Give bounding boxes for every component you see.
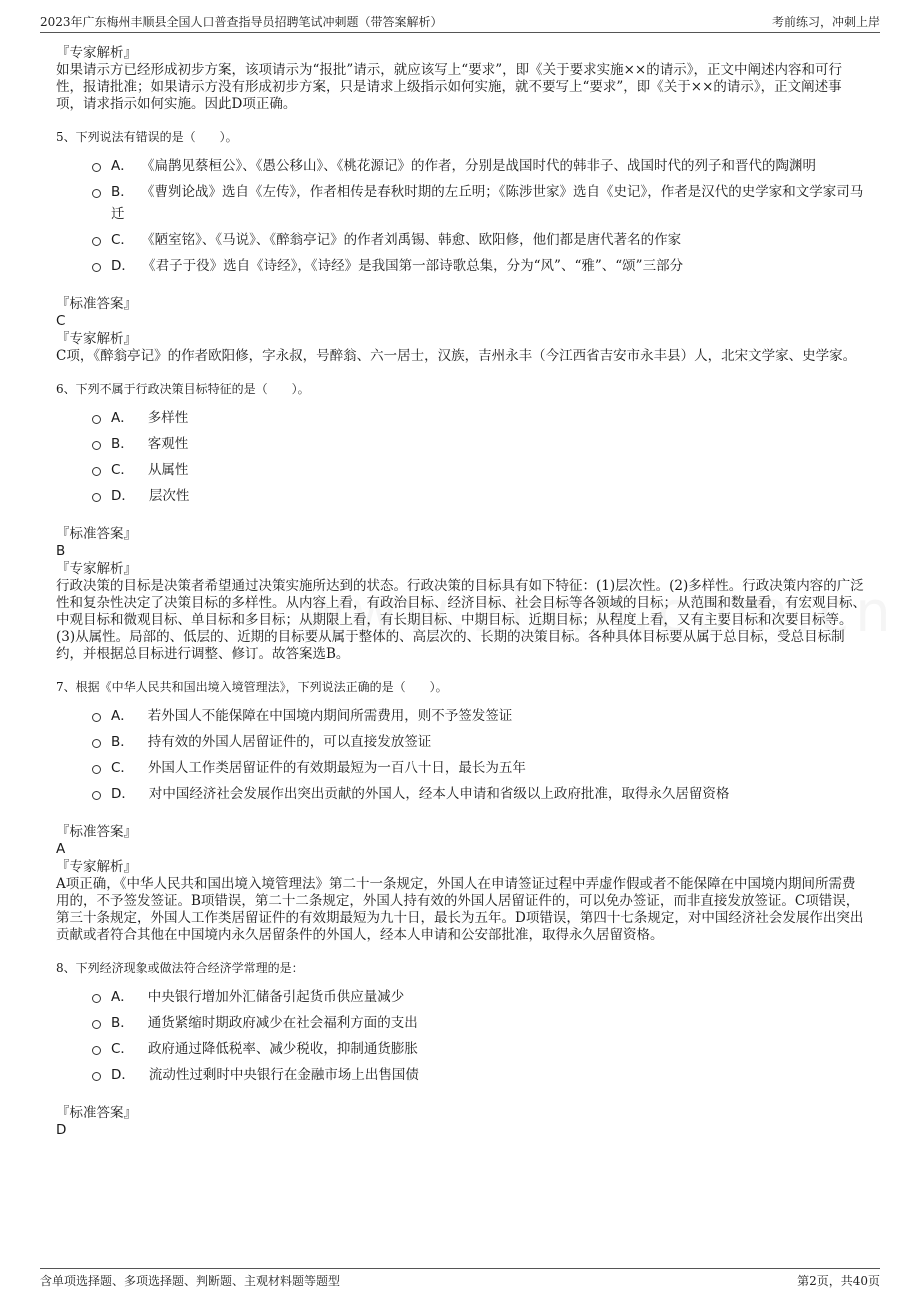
option-letter: B． xyxy=(111,1015,134,1031)
option-letter: D． xyxy=(111,786,135,802)
option-a[interactable] xyxy=(92,407,868,429)
question-block xyxy=(56,679,868,944)
options-list xyxy=(92,705,868,805)
option-letter: B． xyxy=(111,734,134,750)
option-text: 持有效的外国人居留证件的，可以直接发放签证 xyxy=(147,734,432,750)
option-c[interactable] xyxy=(92,1038,868,1060)
option-c[interactable] xyxy=(92,757,868,779)
option-letter: A． xyxy=(111,410,134,426)
option-text: 客观性 xyxy=(147,436,189,452)
expert-analysis-label: 『专家解析』 xyxy=(56,331,137,347)
radio-icon[interactable] xyxy=(92,1020,101,1029)
option-text: 外国人工作类居留证件的有效期最短为一百八十日，最长为五年 xyxy=(147,760,526,776)
radio-icon[interactable] xyxy=(92,415,101,424)
answer-value: B xyxy=(56,543,66,559)
option-letter: D． xyxy=(111,488,135,504)
option-text: 多样性 xyxy=(147,410,189,426)
analysis-text: 如果请示方已经形成初步方案，该项请示为“报批”请示，就应该写上“要求”，即《关于要求实施××的请示》，正文中阐述内容和可行性，报请批准；如果请示方没有形成初步方案，只是请求上级指示如何实施，就不要写上“要求”，即《关于××的请示》，正文阐述事项，请求指示如何实施。因此D项正确。 xyxy=(56,62,842,112)
page-content xyxy=(56,44,868,1139)
option-a[interactable] xyxy=(92,705,868,727)
option-text: 政府通过降低税率、减少税收，抑制通货膨胀 xyxy=(147,1041,418,1057)
option-text: 通货紧缩时期政府减少在社会福利方面的支出 xyxy=(147,1015,418,1031)
answer-value: C xyxy=(56,313,66,329)
option-letter: B． xyxy=(111,184,134,200)
option-text: 《陋室铭》、《马说》、《醉翁亭记》的作者刘禹锡、韩愈、欧阳修，他们都是唐代著名的作家 xyxy=(147,232,682,248)
page-number: 第2页，共40页 xyxy=(797,1273,880,1288)
option-d[interactable] xyxy=(92,783,868,805)
standard-answer-label: 『标准答案』 xyxy=(56,296,137,312)
radio-icon[interactable] xyxy=(92,493,101,502)
question-stem: 6、下列不属于行政决策目标特征的是（ ）。 xyxy=(56,382,310,396)
option-text: 对中国经济社会发展作出突出贡献的外国人，经本人申请和省级以上政府批准，取得永久居留资格 xyxy=(148,786,730,802)
radio-icon[interactable] xyxy=(92,1072,101,1081)
option-text: 《扁鹊见蔡桓公》、《愚公移山》、《桃花源记》的作者，分别是战国时代的韩非子、战国时代的列子和晋代的陶渊明 xyxy=(147,158,816,174)
option-letter: D． xyxy=(111,258,135,274)
option-letter: C． xyxy=(111,760,134,776)
option-letter: C． xyxy=(111,1041,134,1057)
radio-icon[interactable] xyxy=(92,163,101,172)
question-block xyxy=(56,381,868,663)
option-text: 层次性 xyxy=(148,488,190,504)
page-footer xyxy=(40,1268,880,1291)
option-a[interactable] xyxy=(92,986,868,1008)
option-text: 流动性过剩时中央银行在金融市场上出售国债 xyxy=(148,1067,419,1083)
question-types-note: 含单项选择题、多项选择题、判断题、主观材料题等题型 xyxy=(40,1273,341,1288)
option-text: 《君子于役》选自《诗经》，《诗经》是我国第一部诗歌总集，分为“风”、“雅”、“颂”三部分 xyxy=(148,258,684,274)
option-letter: B． xyxy=(111,436,134,452)
option-d[interactable] xyxy=(92,485,868,507)
answer-value: D xyxy=(56,1122,67,1138)
option-b[interactable] xyxy=(92,181,868,225)
radio-icon[interactable] xyxy=(92,263,101,272)
radio-icon[interactable] xyxy=(92,237,101,246)
options-list xyxy=(92,155,868,277)
question-block xyxy=(56,960,868,1139)
radio-icon[interactable] xyxy=(92,994,101,1003)
option-letter: A． xyxy=(111,158,134,174)
radio-icon[interactable] xyxy=(92,1046,101,1055)
question-stem: 8、下列经济现象或做法符合经济学常理的是： xyxy=(56,961,304,975)
option-letter: D． xyxy=(111,1067,135,1083)
expert-analysis-label: 『专家解析』 xyxy=(56,561,137,577)
expert-analysis-label: 『专家解析』 xyxy=(56,859,137,875)
option-c[interactable] xyxy=(92,229,868,251)
answer-value: A xyxy=(56,841,66,857)
expert-analysis-label: 『专家解析』 xyxy=(56,45,137,61)
standard-answer-label: 『标准答案』 xyxy=(56,526,137,542)
standard-answer-label: 『标准答案』 xyxy=(56,824,137,840)
option-b[interactable] xyxy=(92,731,868,753)
header-slogan: 考前练习，冲刺上岸 xyxy=(771,14,880,29)
analysis-text: 行政决策的目标是决策者希望通过决策实施所达到的状态。行政决策的目标具有如下特征：(1)层次性。(2)多样性。行政决策内容的广泛性和复杂性决定了决策目标的多样性。从内容上看，有政治目标、经济目标、社会目标等各领域的目标；从范围和数量看，有宏观目标、中观目标和微观目标、单目标和多目标；从期限上看，有长期目标、中期目标、近期目标；从程度上看，又有主要目标和次要目标等。(3)从属性。局部的、低层的、近期的目标要从属于整体的、高层次的、长期的决策目标。各种具体目标要从属于总目标，受总目标制约，并根据总目标进行调整、修订。故答案选B。 xyxy=(56,578,866,662)
radio-icon[interactable] xyxy=(92,467,101,476)
document-title: 2023年广东梅州丰顺县全国人口普查指导员招聘笔试冲刺题（带答案解析） xyxy=(40,14,443,29)
radio-icon[interactable] xyxy=(92,765,101,774)
option-text: 从属性 xyxy=(147,462,189,478)
option-b[interactable] xyxy=(92,1012,868,1034)
options-list xyxy=(92,986,868,1086)
option-text: 若外国人不能保障在中国境内期间所需费用，则不予签发签证 xyxy=(147,708,513,724)
question-stem: 5、下列说法有错误的是（ ）。 xyxy=(56,130,238,144)
option-text: 《曹刿论战》选自《左传》，作者相传是春秋时期的左丘明；《陈涉世家》选自《史记》，作者是汉代的史学家和文学家司马迁 xyxy=(111,184,864,222)
option-letter: C． xyxy=(111,232,134,248)
option-d[interactable] xyxy=(92,1064,868,1086)
question-block xyxy=(56,129,868,365)
radio-icon[interactable] xyxy=(92,713,101,722)
analysis-text: A项正确，《中华人民共和国出境入境管理法》第二十一条规定，外国人在申请签证过程中弄虚作假或者不能保障在中国境内期间所需费用的，不予签发签证。B项错误，第二十二条规定，外国人持有效的外国人居留证件的，可以免办签证，而非直接发放签证。C项错误，第三十条规定，外国人工作类居留证件的有效期最短为九十日，最长为五年。D项错误，第四十七条规定，对中国经济社会发展作出突出贡献或者符合其他在中国境内永久居留条件的外国人，经本人申请和公安部批准，取得永久居留资格。 xyxy=(56,876,864,943)
option-b[interactable] xyxy=(92,433,868,455)
option-c[interactable] xyxy=(92,459,868,481)
page-header xyxy=(40,10,880,33)
option-letter: A． xyxy=(111,989,134,1005)
radio-icon[interactable] xyxy=(92,739,101,748)
option-letter: C． xyxy=(111,462,134,478)
option-letter: A． xyxy=(111,708,134,724)
radio-icon[interactable] xyxy=(92,189,101,198)
option-a[interactable] xyxy=(92,155,868,177)
radio-icon[interactable] xyxy=(92,791,101,800)
standard-answer-label: 『标准答案』 xyxy=(56,1105,137,1121)
option-text: 中央银行增加外汇储备引起货币供应量减少 xyxy=(147,989,405,1005)
analysis-text: C项，《醉翁亭记》的作者欧阳修，字永叔，号醉翁、六一居士，汉族，吉州永丰（今江西省吉安市永丰县）人，北宋文学家、史学家。 xyxy=(56,348,857,364)
option-d[interactable] xyxy=(92,255,868,277)
question-stem: 7、根据《中华人民共和国出境入境管理法》，下列说法正确的是（ ）。 xyxy=(56,680,448,694)
radio-icon[interactable] xyxy=(92,441,101,450)
options-list xyxy=(92,407,868,507)
